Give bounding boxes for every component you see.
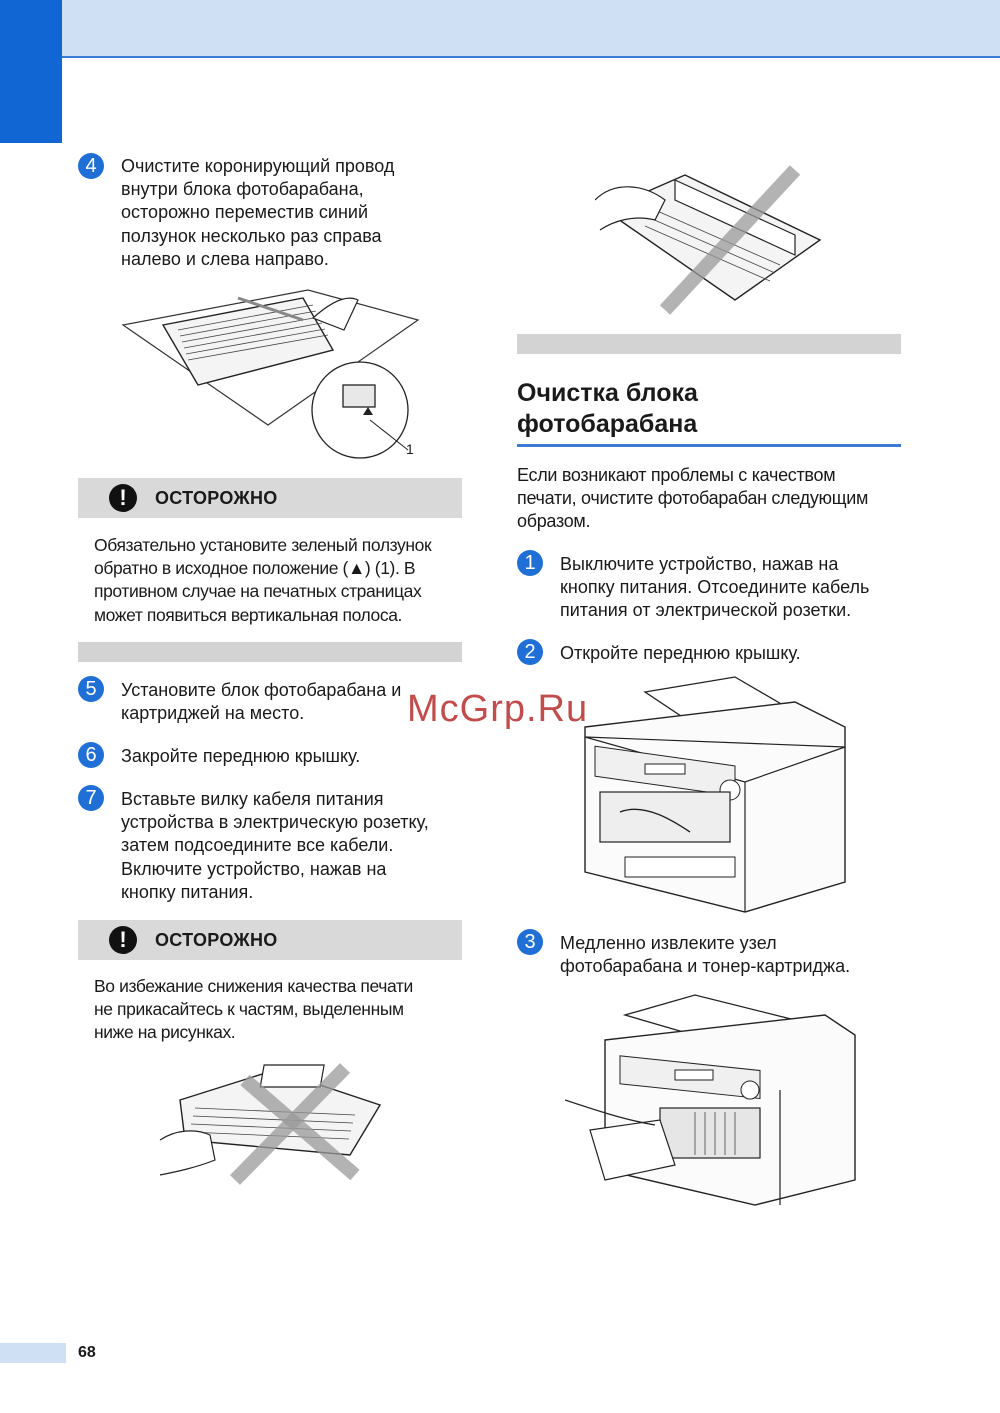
section-separator-left [78,642,462,662]
warning-icon: ! [109,926,137,954]
caution-header-1 [78,478,462,518]
step-6-text: Закройте переднюю крышку. [121,746,361,766]
caution-header-2 [78,920,462,960]
page-number: 68 [78,1344,96,1361]
watermark: McGrp.Ru [407,688,589,730]
caution-text-1: Обязательно установите зеленый ползунок обратно в исходное положение (▲) (1). В противном случае на печатных страницах может появиться вертикальная полоса. [94,535,432,625]
footer-tab [0,1343,66,1363]
step-5-text: Установите блок фотобарабана и картриджей на место. [121,680,402,724]
section-intro-text: Если возникают проблемы с качеством печати, очистите фотобарабан следующим образом. [517,465,869,532]
printer-remove-drum-illustration [565,990,865,1210]
drum-unit-do-not-touch-illustration [595,160,825,320]
chapter-side-tab [0,0,62,143]
section-title-underline [517,444,901,447]
caution-title-1: ОСТОРОЖНО [155,488,278,508]
step-number-5: 5 [78,676,104,702]
header-band [0,0,1000,58]
step-number-7: 7 [78,785,104,811]
section-separator-right [517,334,901,354]
step-number-2: 2 [517,639,543,665]
step-number-3: 3 [517,929,543,955]
caution-text-2: Во избежание снижения качества печати не прикасайтесь к частям, выделенным ниже на рисунках. [94,976,413,1043]
warning-icon: ! [109,484,137,512]
step-4-text: Очистите коронирующий провод внутри блока фотобарабана, осторожно переместив синий ползунок несколько раз справа налево и слева направо. [121,156,395,269]
step-3-text: Медленно извлеките узел фотобарабана и тонер-картриджа. [560,933,851,977]
drum-slider-illustration [118,280,428,460]
step-1-text: Выключите устройство, нажав на кнопку питания. Отсоедините кабель питания от электрической розетки. [560,554,870,621]
section-title: Очистка блока фотобарабана [517,379,698,438]
step-number-1: 1 [517,550,543,576]
step-7-text: Вставьте вилку кабеля питания устройства в электрическую розетку, затем подсоедините все кабели. Включите устройство, нажав на кнопку питания. [121,789,429,902]
caution-title-2: ОСТОРОЖНО [155,930,278,950]
step-2-text: Откройте переднюю крышку. [560,643,801,663]
toner-cartridge-do-not-touch-illustration [155,1060,385,1185]
step-number-6: 6 [78,742,104,768]
figure-callout-1: 1 [406,441,414,457]
step-number-4: 4 [78,153,104,179]
printer-open-front-cover-illustration [565,672,855,917]
